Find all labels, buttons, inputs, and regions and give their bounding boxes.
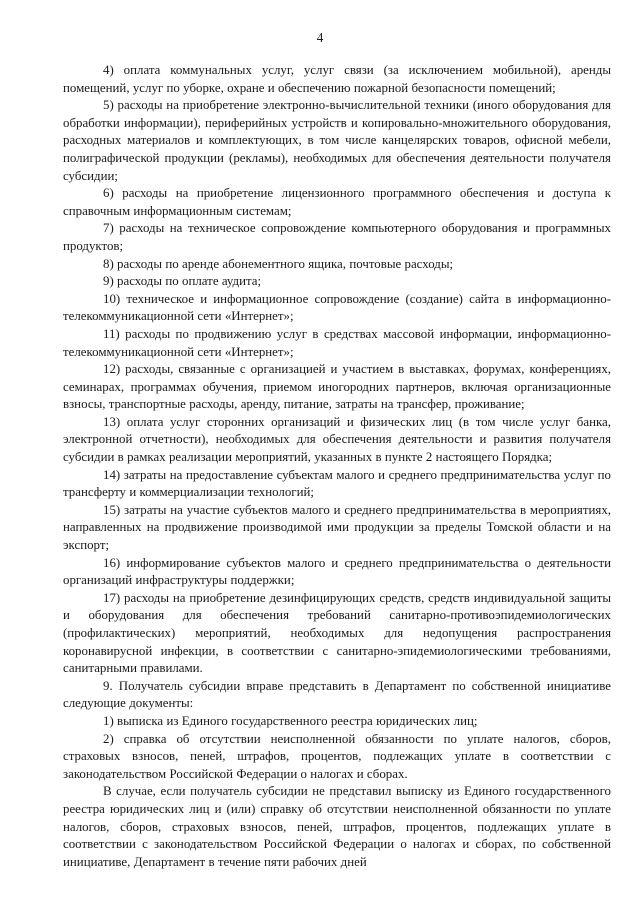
paragraph-item-16: 16) информирование субъектов малого и среднего предпринимательства о деятельности организаций инфраструктуры поддержки; [63,555,611,588]
document-item-1: 1) выписка из Единого государственного реестра юридических лиц; [103,713,478,728]
paragraph-item-7: 7) расходы на техническое сопровождение компьютерного оборудования и программных продуктов; [63,221,611,253]
document-item-2: 2) справка об отсутствии неисполненной обязанности по уплате налогов, сборов, страховых взносов, пеней, штрафов, процентов, подлежащих уплате в соответствии с законодательством Российской Федерации о налогах и сборах. [63,731,611,781]
paragraph-item-13: 13) оплата услуг сторонних организаций и физических лиц (в том числе услуг банка, электронной отчетности), необходимых для обеспечения деятельности и развития получателя субсидии в рамках реализации мероприятий, указанных в пункте 2 настоящего Порядка; [63,414,611,465]
section-9-intro: 9. Получатель субсидии вправе представить в Департамент по собственной инициативе следующие документы: [63,678,611,711]
page-number: 4 [316,30,324,45]
paragraph-item-11: 11) расходы по продвижению услуг в средствах массовой информации, информационно-телекоммуникационной сети «Интернет»; [63,326,611,359]
paragraph-item-10: 10) техническое и информационное сопровождение (создание) сайта в информационно-телекоммуникационной сети «Интернет»; [63,291,611,324]
paragraph-item-4: 4) оплата коммунальных услуг, услуг связи (за исключением мобильной), аренды помещений, услуг по уборке, охране и обеспечению пожарной безопасности помещений; [63,63,611,95]
paragraph-item-8: 8) расходы по аренде абонементного ящика, почтовые расходы; [103,256,454,271]
paragraph-item-15: 15) затраты на участие субъектов малого и среднего предпринимательства в мероприятиях, направленных на продвижение производимой ими продукции за пределы Томской области и на экспорт; [63,502,611,553]
closing-paragraph: В случае, если получатель субсидии не представил выписку из Единого государственного реестра юридических лиц и (или) справку об отсутствии неисполненной обязанности по уплате налогов, сборов, страховых взносов, пеней, штрафов, процентов, подлежащих уплате в соответствии с законодательством Российской Федерации о налогах и сборах, по собственной инициативе, Департамент в течение пяти рабочих дней [63,784,611,869]
paragraph-item-6: 6) расходы на приобретение лицензионного программного обеспечения и доступа к справочным информационным системам; [63,186,611,218]
paragraph-item-17: 17) расходы на приобретение дезинфицирующих средств, средств индивидуальной защиты и оборудования для обеспечения требований санитарно-противоэпидемиологических (профилактических) мероприятий, необходимых для недопущения распространения коронавирусной инфекции, в соответствии с санитарно-эпидемиологическими требованиями, санитарными правилами. [63,590,611,676]
paragraph-item-5: 5) расходы на приобретение электронно-вычислительной техники (иного оборудования для обработки информации), периферийных устройств и копировально-множительного оборудования, расходных материалов и комплектующих, в том числе канцелярских товаров, офисной мебели, полиграфической продукции (рекламы), необходимых для обеспечения деятельности получателя субсидии; [63,98,611,183]
paragraph-item-12: 12) расходы, связанные с организацией и участием в выставках, форумах, конференциях, семинарах, программах обучения, приемом иногородних партнеров, включая организационные взносы, транспортные расходы, аренду, питание, затраты на трансфер, проживание; [63,362,611,412]
paragraph-item-9: 9) расходы по оплате аудита; [103,274,262,289]
paragraph-item-14: 14) затраты на предоставление субъектам малого и среднего предпринимательства услуг по трансферту и коммерциализации технологий; [63,467,611,500]
document-body [63,62,611,871]
